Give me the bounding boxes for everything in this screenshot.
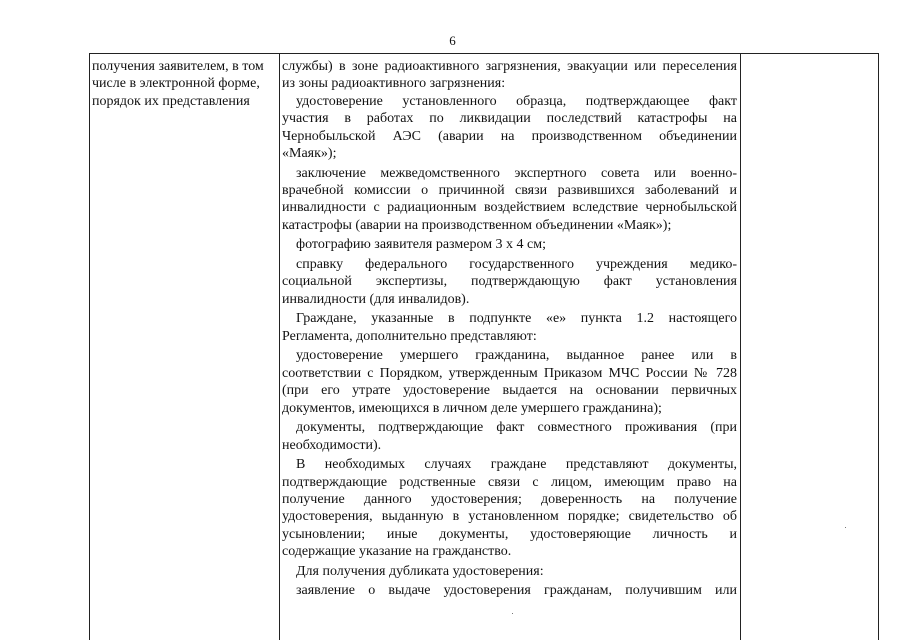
text-line: инвалидности с радиационным воздействием вследствие чернобыльской	[282, 200, 737, 216]
paragraph	[282, 456, 737, 560]
text-line: необходимости).	[282, 437, 382, 453]
text-line: (при его утрате удостоверение выдается на основании первичных	[282, 383, 737, 399]
scan-speck	[845, 527, 846, 528]
paragraph	[282, 582, 737, 599]
text-line: документов, имеющихся в личном деле умершего гражданина);	[282, 400, 662, 416]
text-line: документы, подтверждающие факт совместного проживания (при	[296, 420, 737, 436]
text-line: врачебной комиссии о причинной связи развившихся заболеваний и	[282, 183, 737, 199]
text-line: получение данного удостоверения; доверенность на получение	[282, 492, 737, 508]
paragraph	[282, 310, 737, 345]
text-line: удостоверение умершего гражданина, выданное ранее или в	[296, 348, 737, 364]
paragraph	[282, 256, 737, 308]
text-line: «Маяк»);	[282, 146, 337, 162]
text-line: удостоверения, выданную в установленном порядке; свидетельство об	[282, 509, 737, 525]
text-line: катастрофы (аварии на производственном объединении «Маяк»);	[282, 217, 672, 233]
text-line: участия в работах по ликвидации последствий катастрофы на	[282, 111, 737, 127]
paragraph	[282, 563, 737, 580]
scan-speck	[512, 613, 513, 614]
text-line: Регламента, дополнительно представляют:	[282, 328, 537, 344]
text-line: заключение межведомственного экспертного совета или военно-	[296, 165, 737, 181]
requirement-name-cell	[92, 58, 278, 110]
text-line: Для получения дубликата удостоверения:	[296, 563, 544, 579]
text-line: подтверждающие родственные связи с лицом, имеющим право на	[282, 474, 737, 490]
text-line: соответствии с Порядком, утвержденным Приказом МЧС России № 728	[282, 365, 737, 381]
paragraph	[282, 58, 737, 93]
text-line: службы) в зоне радиоактивного загрязнения, эвакуации или переселения	[282, 59, 737, 74]
text-line: фотографию заявителя размером 3 х 4 см;	[296, 237, 547, 253]
text-line: Граждане, указанные в подпункте «е» пункта 1.2 настоящего	[296, 311, 737, 327]
text-line: усыновлении; иные документы, удостоверяющие личность и	[282, 526, 737, 542]
column-divider-left	[279, 54, 280, 640]
text-line: справку федерального государственного учреждения медико-	[296, 257, 737, 273]
paragraph	[282, 93, 737, 163]
document-list-cell	[282, 58, 737, 600]
text-line: социальной экспертизы, подтверждающую факт установления	[282, 274, 737, 290]
cell-text-line: получения заявителем, в том	[92, 59, 264, 74]
paragraph	[282, 165, 737, 235]
paragraph	[282, 236, 737, 253]
cell-text-line: числе в электронной форме,	[92, 76, 260, 92]
text-line: заявление о выдаче удостоверения гражданам, получившим или	[296, 583, 737, 599]
text-line: содержащие указание на гражданство.	[282, 544, 512, 560]
page-number: 6	[449, 33, 456, 48]
text-line: из зоны радиоактивного загрязнения:	[282, 76, 506, 92]
text-line: В необходимых случаях граждане представляют документы,	[296, 457, 737, 473]
text-line: инвалидности (для инвалидов).	[282, 291, 470, 307]
document-table	[89, 53, 879, 640]
cell-text-line: порядок их представления	[92, 93, 250, 109]
paragraph	[282, 347, 737, 417]
text-line: Чернобыльской АЭС (аварии на производственном объединении	[282, 128, 737, 144]
text-line: удостоверение установленного образца, подтверждающее факт	[296, 93, 737, 109]
column-divider-right	[740, 54, 741, 640]
paragraph	[282, 419, 737, 454]
